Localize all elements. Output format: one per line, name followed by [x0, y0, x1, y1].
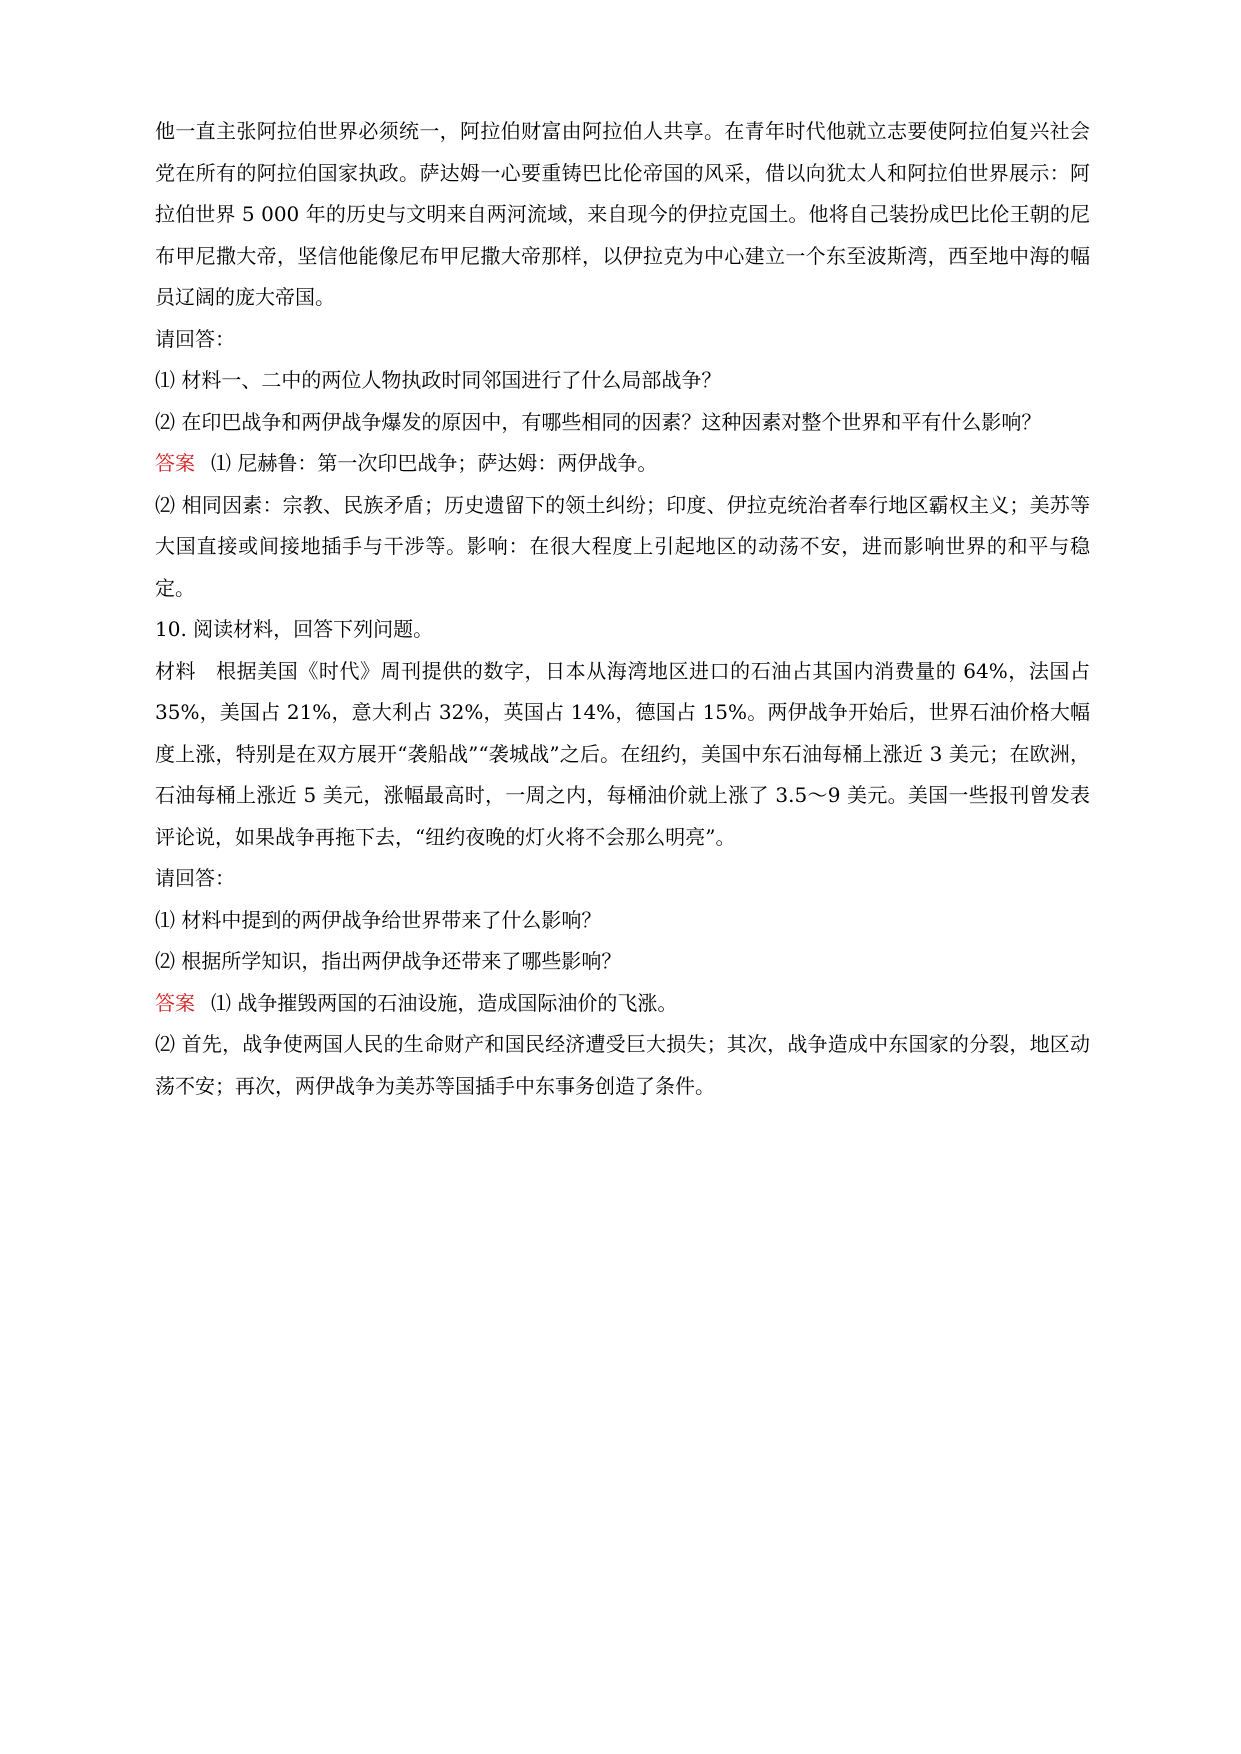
- material-paragraph: 他一直主张阿拉伯世界必须统一，阿拉伯财富由阿拉伯人共享。在青年时代他就立志要使阿拉伯复兴社会党在所有的阿拉伯国家执政。萨达姆一心要重铸巴比伦帝国的风采，借以向犹太人和阿拉伯世界展示：阿拉伯世界 5 000 年的历史与文明来自两河流域，来自现今的伊拉克国土。他将自己装扮成巴比伦王朝的尼布甲尼撒大帝，坚信他能像尼布甲尼撒大帝那样，以伊拉克为中心建立一个东至波斯湾，西至地中海的幅员辽阔的庞大帝国。: [155, 119, 1090, 309]
- answer-1-text: ⑴ 尼赫鲁：第一次印巴战争；萨达姆：两伊战争。: [211, 451, 658, 475]
- question-2: ⑵ 在印巴战争和两伊战争爆发的原因中，有哪些相同的因素？这种因素对整个世界和平有什么影响？: [155, 409, 1042, 434]
- answer-label: 答案: [155, 990, 195, 1015]
- answer-1-text: ⑴ 战争摧毁两国的石油设施，造成国际油价的飞涨。: [211, 990, 678, 1015]
- question-1: ⑴ 材料中提到的两伊战争给世界带来了什么影响？: [155, 907, 602, 932]
- material-label: 材料: [155, 658, 197, 683]
- question-2: ⑵ 根据所学知识，指出两伊战争还带来了哪些影响？: [155, 949, 622, 973]
- answer-1: [155, 983, 1090, 1025]
- question-1: ⑴ 材料一、二中的两位人物执政时同邻国进行了什么局部战争？: [155, 368, 722, 392]
- answer-2: ⑵ 首先，战争使两国人民的生命财产和国民经济遭受巨大损失；其次，战争造成中东国家的分裂，地区动荡不安；再次，两伊战争为美苏等国插手中东事务创造了条件。: [155, 1032, 1090, 1098]
- answer-label: 答案: [155, 451, 195, 475]
- answer-1: [155, 443, 1090, 485]
- document-page: [155, 111, 1090, 1107]
- prompt-text: 请回答：: [155, 866, 235, 890]
- material-text: 根据美国《时代》周刊提供的数字，日本从海湾地区进口的石油占其国内消费量的 64%，法国占 35%，美国占 21%，意大利占 32%，英国占 14%，德国占 15%。两伊战争开始后，世界石油价格大幅度上涨，特别是在双方展开“袭船战”“袭城战”之后。在纽约，美国中东石油每桶上涨近 3 美元；在欧洲，石油每桶上涨近 5 美元，涨幅最高时，一周之内，每桶油价就上涨了 3.5～9 美元。美国一些报刊曾发表评论说，如果战争再拖下去，“纽约夜晚的灯火将不会那么明亮”。: [155, 658, 1090, 849]
- prompt-text: 请回答：: [155, 326, 235, 351]
- material-paragraph: [155, 651, 1090, 859]
- answer-2: ⑵ 相同因素：宗教、民族矛盾；历史遗留下的领土纠纷；印度、伊拉克统治者奉行地区霸权主义；美苏等大国直接或间接地插手与干涉等。影响：在很大程度上引起地区的动荡不安，进而影响世界的和平与稳定。: [155, 492, 1090, 600]
- question-title: 10. 阅读材料，回答下列问题。: [155, 617, 434, 641]
